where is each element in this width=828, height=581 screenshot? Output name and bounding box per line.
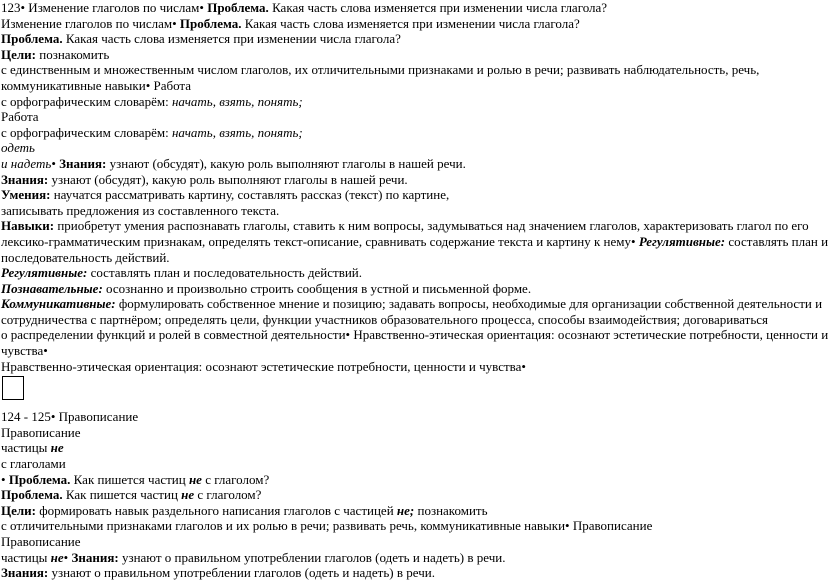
text-segment: не xyxy=(50,440,64,456)
text-line xyxy=(1,172,813,188)
text-segment: Навыки: xyxy=(1,218,55,234)
text-segment: Проблема. xyxy=(8,471,71,487)
text-segment: Проблема. xyxy=(1,487,63,503)
text-segment: • xyxy=(63,549,72,565)
text-line xyxy=(1,94,813,110)
text-line xyxy=(1,565,813,581)
text-segment: познакомить xyxy=(414,502,488,518)
text-segment: узнают о правильном употреблении глаголов (одеть и надеть) в речи. xyxy=(48,565,435,581)
text-line xyxy=(1,233,828,250)
text-segment: не; xyxy=(396,502,415,518)
text-line xyxy=(1,62,813,78)
text-segment: Как пишется частиц xyxy=(62,487,182,503)
text-segment: Регулятивные: xyxy=(1,265,88,281)
text-line xyxy=(1,296,823,312)
text-segment: познакомить xyxy=(36,46,110,62)
text-line xyxy=(1,359,813,375)
text-segment: узнают о правильном употреблении глаголов (одеть и надеть) в речи. xyxy=(118,549,506,565)
text-segment: последовательность действий. xyxy=(1,249,170,265)
text-segment: не xyxy=(188,471,202,487)
text-segment: формировать навык раздельного написания глаголов с частицей xyxy=(36,502,397,518)
text-segment: Умения: xyxy=(1,187,51,203)
text-segment: узнают (обсудят), какую роль выполняют глаголы в нашей речи. xyxy=(106,155,466,171)
text-line xyxy=(1,125,813,141)
text-line xyxy=(1,187,813,203)
text-line xyxy=(1,409,813,425)
text-segment: коммуникативные навыки• Работа xyxy=(1,77,192,93)
text-segment: Знания: xyxy=(59,155,107,171)
text-line xyxy=(1,425,813,441)
text-segment: • xyxy=(1,471,9,487)
text-segment: с глаголом? xyxy=(194,487,262,503)
text-segment: частицы xyxy=(1,549,51,565)
text-segment: Познавательные: xyxy=(1,280,103,296)
text-line xyxy=(1,203,813,219)
text-line xyxy=(1,534,813,550)
text-segment: не xyxy=(181,487,195,503)
text-line xyxy=(1,0,813,16)
text-line xyxy=(1,472,813,488)
text-line xyxy=(1,218,813,234)
text-line xyxy=(1,503,813,519)
document-body xyxy=(1,0,828,581)
text-line xyxy=(1,312,813,328)
text-segment: научатся рассматривать картину, составлять рассказ (текст) по картине, xyxy=(50,187,450,203)
text-line xyxy=(1,47,813,63)
text-segment: Знания: xyxy=(71,549,119,565)
text-segment: • xyxy=(51,155,60,171)
text-segment: составлять план и xyxy=(725,233,828,249)
text-segment: начать, взять, понять; xyxy=(171,93,303,109)
text-segment: с отличительными признаками глаголов и их ролью в речи; развивать речь, коммуникативные навыки• Правописание xyxy=(1,518,653,534)
text-line xyxy=(1,487,813,503)
text-segment: с орфографическим словарём: xyxy=(1,93,172,109)
text-segment: Правописание xyxy=(1,534,81,549)
text-segment: Проблема. xyxy=(1,31,63,47)
text-segment: Нравственно-этическая ориентация: осознают эстетические потребности, ценности и чувства• xyxy=(1,358,526,374)
text-segment: начать, взять, понять; xyxy=(171,124,303,140)
text-segment: 123• Изменение глаголов по числам• xyxy=(1,0,208,15)
text-segment: Цели: xyxy=(1,502,36,518)
text-line xyxy=(1,265,813,281)
text-segment: составлять план и последовательность действий. xyxy=(87,265,362,281)
text-segment: Работа xyxy=(1,109,39,125)
text-segment: Какая часть слова изменяется при изменении числа глагола? xyxy=(268,0,608,15)
empty-box xyxy=(2,376,24,400)
text-segment: о распределении функций и ролей в совместной деятельности• Нравственно-этическая ориентация: осознают эстетические потребности, ценности и xyxy=(1,327,828,343)
text-segment: Проблема. xyxy=(179,15,242,31)
text-segment: Проблема. xyxy=(207,0,269,15)
text-line xyxy=(1,281,813,297)
text-segment: с орфографическим словарём: xyxy=(1,124,172,140)
text-segment: не xyxy=(50,549,64,565)
text-segment: лексико-грамматическим признакам, определять текст-описание, сравнивать содержание текста и картину к нему• xyxy=(1,233,639,249)
text-segment: с глаголом? xyxy=(201,471,270,487)
text-segment: формулировать собственное мнение и позицию; задавать вопросы, необходимые для организации собственной деятельности и xyxy=(115,296,823,312)
text-line xyxy=(1,343,813,359)
text-line xyxy=(1,78,813,94)
text-segment: с глаголами xyxy=(1,456,66,472)
text-segment: Знания: xyxy=(1,171,49,187)
text-segment: Коммуникативные: xyxy=(1,296,116,312)
text-segment: чувства• xyxy=(1,343,48,359)
text-segment: Знания: xyxy=(1,565,49,581)
text-segment: узнают (обсудят), какую роль выполняют глаголы в нашей речи. xyxy=(48,171,408,187)
text-segment: Регулятивные: xyxy=(638,233,726,249)
text-segment: Изменение глаголов по числам• xyxy=(1,15,180,31)
text-line xyxy=(1,250,813,266)
text-segment: приобретут умения распознавать глаголы, ставить к ним вопросы, задумываться над значением глаголов, характеризовать глагол по его xyxy=(54,218,809,234)
text-segment: одеть xyxy=(1,140,35,156)
text-segment: Правописание xyxy=(1,424,81,440)
text-segment: и надеть xyxy=(1,155,52,171)
text-segment: Как пишется частиц xyxy=(70,471,189,487)
text-segment: сотрудничества с партнёром; определять цели, функции участников образовательного процесса, способы взаимодействия; договариваться xyxy=(1,311,768,327)
text-line xyxy=(1,31,813,47)
text-line xyxy=(1,109,813,125)
text-segment: записывать предложения из составленного текста. xyxy=(1,202,280,218)
text-line xyxy=(1,327,828,343)
text-segment: с единственным и множественным числом глаголов, их отличительными признаками и ролью в речи; развивать наблюдательность, речь, xyxy=(1,62,760,78)
text-segment: Какая часть слова изменяется при изменении числа глагола? xyxy=(62,31,401,47)
text-line xyxy=(1,456,813,472)
text-line xyxy=(1,518,813,534)
text-segment: осознанно и произвольно строить сообщения в устной и письменной форме. xyxy=(102,280,532,296)
text-segment: Какая часть слова изменяется при изменении числа глагола? xyxy=(241,15,580,31)
text-segment: частицы xyxy=(1,440,51,456)
text-segment: 124 - 125• Правописание xyxy=(1,409,139,425)
text-segment: Цели: xyxy=(1,46,36,62)
text-line xyxy=(1,550,813,566)
text-line xyxy=(1,16,813,32)
text-line xyxy=(1,440,813,456)
text-line xyxy=(1,156,813,172)
text-line xyxy=(1,140,813,156)
